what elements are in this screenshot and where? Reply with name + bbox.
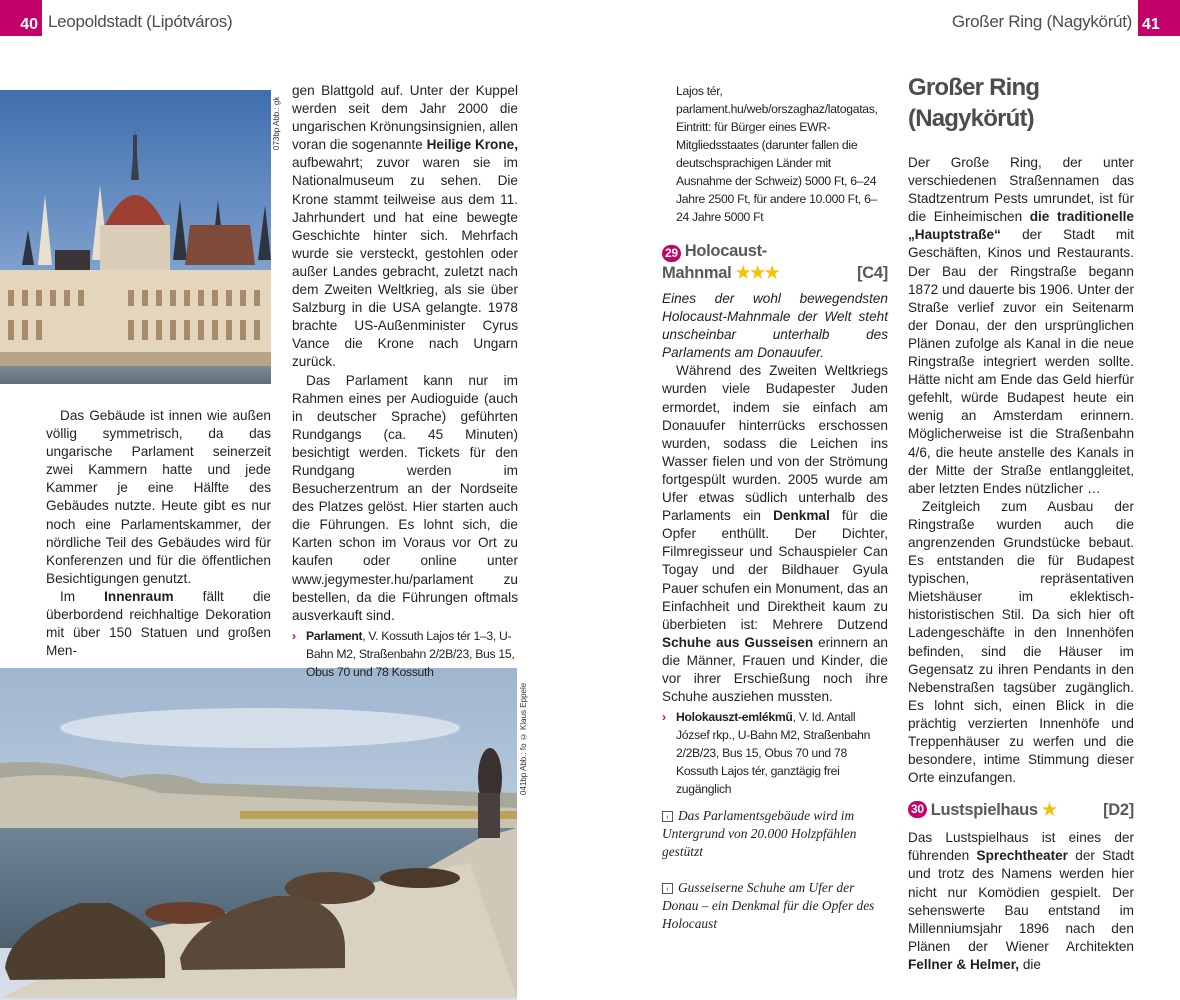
sight-number-badge: 30	[908, 801, 927, 818]
chapter-title: Großer Ring (Nagykörút)	[908, 74, 1040, 132]
highlight-schuhe: Schuhe aus Gusseisen	[662, 634, 814, 650]
page-header-right	[946, 0, 1180, 36]
info-holokauszt: › Holokauszt-emlékmű, V. Id. Antall József rkp., U-Bahn M2, Straßenbahn 2/2B/23, Bus 15, Obus 70 und 78 Kossuth Lajos tér, ganztägig frei zugänglich	[662, 710, 871, 797]
paragraph-crown: gen Blattgold auf. Unter der Kuppel werden seit dem Jahr 2000 die ungarischen Krönungsinsignien, allen voran die sogenannte Heilige Krone, aufbewahrt; zuvor waren sie im Nationalmuseum zu sehen. Die Krone stammt teilweise aus dem 11. Jahrhundert und hat eine bewegte Geschichte hinter sich. Mehrfach wurde sie versteckt, gestohlen oder außer Landes gebracht, zuletzt nach dem Zweiten Weltkrieg, als sie über Salzburg in die USA gelangte. 1978 brachte US-Außenminister Cyrus Vance die Krone nach Ungarn zurück.	[292, 83, 518, 370]
shoes-photo	[0, 668, 517, 1000]
highlight-fellner-helmer: Fellner & Helmer,	[908, 956, 1020, 972]
info-parlament-continued: Lajos tér, parlament.hu/web/orszaghaz/latogatas, Eintritt: für Bürger eines EWR-Mitgliedsstaates (darunter fallen die deutschsprachigen Länder mit Ausnahme der Schweiz) 5000 Ft, 6–24 Jahre 2500 Ft, für andere 10.000 Ft, 6–24 Jahre 5000 Ft	[676, 84, 878, 224]
highlight-denkmal: Denkmal	[773, 508, 830, 524]
column-4	[908, 72, 1134, 974]
chevron-right-icon: ›	[292, 628, 296, 643]
sight-title-line1: Holocaust-	[684, 242, 768, 260]
chevron-right-icon: ›	[662, 710, 666, 725]
photo-credit-shoes: 041bp Abb.: fo © Klaus Eppele	[519, 682, 528, 795]
running-title-right: Großer Ring (Nagykörút)	[951, 12, 1132, 31]
caption-shoes: ‹ Gusseiserne Schuhe am Ufer der Donau – ein Denkmal für die Opfer des Holocaust	[662, 880, 875, 931]
star-rating-icon: ★★★	[735, 264, 780, 282]
column-1	[46, 407, 271, 660]
arrow-left-box-icon: ‹	[662, 883, 673, 894]
paragraph-tours: Das Parlament kann nur im Rahmen eines per Audioguide (auch in deutscher Sprache) geführten Rundgangs (ca. 45 Minuten) besichtigt werden. Tickets für den Rundgang werden im Besucherzentrum an der Nordseite des Platzes gelöst. Hier starten auch die Führungen. Es lohnt sich, die Karten schon im Voraus vor Ort zu kaufen oder online unter www.jegymester.hu/parlament zu bestellen, da die Führungen oftmals ausverkauft sind.	[292, 372, 518, 623]
page-number-left: 40	[0, 0, 42, 36]
photo-credit-parliament: 073bp Abb.: gk	[272, 96, 281, 150]
parliament-image-icon	[0, 90, 271, 384]
star-rating-icon: ★	[1042, 801, 1057, 820]
column-3	[662, 82, 888, 798]
sight-number-badge: 29	[662, 245, 681, 262]
column-2	[292, 82, 518, 681]
caption-parliament: ‹ Das Parlamentsgebäude wird im Untergrund von 20.000 Holzpfählen gestützt	[662, 808, 857, 859]
paragraph-symmetry: Das Gebäude ist innen wie außen völlig symmetrisch, da das ungarische Parlament seinerzeit zwei Kammern hatte und jede Kammer je eine Hälfte des Gebäudes nutzte. Heute gibt es nur noch eine Parlamentskammer, der nördliche Teil des Gebäudes wird für Konferenzen und für die öffentlichen Besichtigungen genutzt.	[46, 408, 271, 586]
paragraph-interior: Im Innenraum fällt die überbordend reichhaltige Dekoration mit über 150 Statuen und großen Men-	[46, 588, 271, 659]
section-holocaust-heading	[662, 240, 888, 284]
info-parlament: › Parlament, V. Kossuth Lajos tér 1–3, U-Bahn M2, Straßenbahn 2/2B/23, Bus 15, Obus 70 und 78 Kossuth	[292, 628, 515, 679]
highlight-innenraum: Innenraum	[104, 588, 174, 604]
paragraph-memorial: Während des Zweiten Weltkriegs wurden viele Budapester Juden ermordet, indem sie einfach am Donauufer hinterrücks erschossen wurden, sodass die Leichen ins Wasser fielen und von der Strömung fortgespült wurden. 2005 wurde am Ufer etwas südlich unterhalb des Parlaments ein Denkmal für die Opfer enthüllt. Der Dichter, Filmregisseur und Schauspieler Can Togay und der Bildhauer Gyula Pauer schufen ein Monument, das an Einfachheit und Direktheit kaum zu überbieten ist: Mehrere Dutzend Schuhe aus Gusseisen erinnern an die Männer, Frauen und Kinder, die vor ihrer Erschießung noch ihre Schuhe ausziehen mussten.	[662, 363, 888, 705]
paragraph-mietshaeuser: Zeitgleich zum Ausbau der Ringstraße wurden auch die angrenzenden Grundstücke bebaut. Es entstanden die für Budapest typischen, repräsentativen Mietshäuser im eklektisch-historistischen Stil. Da sich hier oft Ladengeschäfte in den Innenhöfen befinden, sind die Häuser im Gegensatz zu ihren Pendants in den Nebenstraßen tagsüber zugänglich. Es lohnt sich, einen Blick in die prächtig verzierten Innenhöfe und Treppenhäuser zu werfen und die besondere, intime Stimmung dieser Orte einzufangen.	[908, 498, 1134, 786]
parliament-photo	[0, 90, 271, 384]
highlight-sprechtheater: Sprechtheater	[976, 848, 1068, 864]
map-grid-ref: [C4]	[857, 264, 888, 282]
page-header-left	[0, 0, 238, 36]
captions	[662, 807, 882, 933]
highlight-hauptstrasse: die traditionelle „Hauptstraße“	[908, 209, 1134, 243]
paragraph-intro: Eines der wohl bewegendsten Holocaust-Mahnmale der Welt steht unscheinbar unterhalb des Parlaments am Donauufer.	[662, 291, 888, 361]
paragraph-ring-intro: Der Große Ring, der unter verschiedenen Straßennamen das Stadtzentrum Pests umrundet, ist für die Einheimischen die traditionelle „Hauptstraße“ der Stadt mit Geschäften, Kinos und Restaurants. Der Bau der Ringstraße begann 1872 und dauerte bis 1906. Unter der Straße verlief zuvor ein Seitenarm der Donau, der den ursprünglichen Plänen zufolge als Kanal in die neue Ringstraße integriert werden sollte. Hätte nicht am Ende das Geld hierfür gefehlt, würde Budapest heute ein wenig an Amsterdam erinnern. Möglicherweise ist die Straßenbahn 4/6, die heute anstelle des Kanals in der Mitte der Straße entlanggleitet, aber letzten Endes nützlicher …	[908, 155, 1134, 496]
sight-title-line2: Mahnmal	[662, 264, 732, 282]
sight-title: Lustspielhaus	[930, 801, 1038, 820]
running-title-left: Leopoldstadt (Lipótváros)	[48, 12, 233, 31]
section-lustspielhaus-heading	[908, 799, 1134, 821]
page-number-right: 41	[1138, 0, 1180, 36]
paragraph-lustspielhaus: Das Lustspielhaus ist eines der führenden Sprechtheater der Stadt und trotz des Namens werden hier nicht nur Komödien gespielt. Der sehenswerte Bau entstand im Millenniumsjahr 1896 nach den Plänen der Wiener Architekten Fellner & Helmer, die	[908, 830, 1134, 972]
arrow-left-box-icon: ‹	[662, 811, 673, 822]
map-grid-ref: [D2]	[1103, 801, 1134, 820]
shoes-image-icon	[0, 668, 517, 1000]
highlight-heilige-krone: Heilige Krone,	[426, 137, 518, 153]
